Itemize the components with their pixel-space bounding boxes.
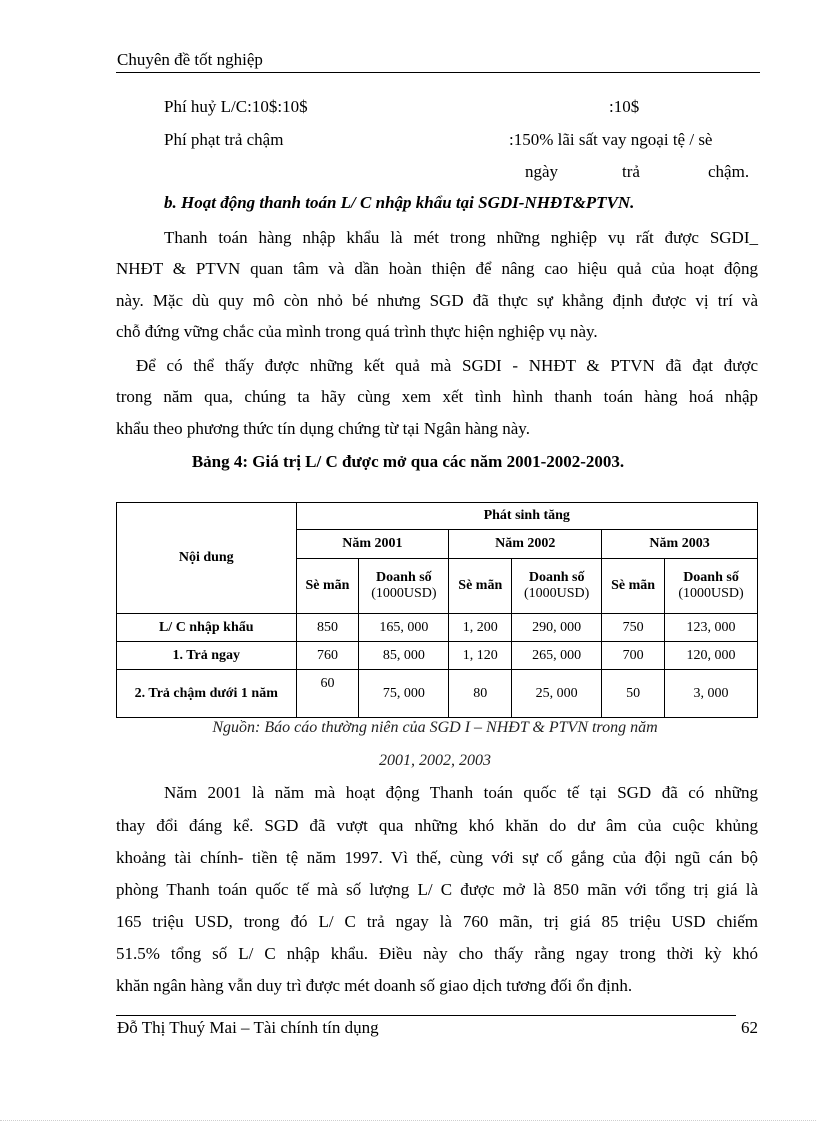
subheader-sales: [512, 559, 602, 614]
year-header-2003: Năm 2003: [602, 530, 758, 559]
fee-cancel-value: :10$: [609, 97, 640, 116]
page-number: 62: [741, 1018, 758, 1037]
page-bottom-border: [0, 1120, 816, 1121]
paragraph-line: thay đổi đáng kể. SGD đã vượt qua những khó khăn do dư âm của cuộc khủng: [116, 816, 758, 835]
group-header: Phát sinh tăng: [296, 503, 757, 530]
table-source-line-1: Nguồn: Báo cáo thường niên của SGD I – NHĐT & PTVN trong năm: [212, 719, 658, 736]
subheader-sales-unit: (1000USD): [678, 586, 744, 601]
table-cell: 120, 000: [665, 642, 758, 670]
row-label: 1. Trả ngay: [117, 642, 297, 670]
paragraph-line: này. Mặc dù quy mô còn nhỏ bé nhưng SGD đã thực sự khẳng định được vị trí và: [116, 291, 758, 310]
paragraph-line: NHĐT & PTVN quan tâm và dần hoàn thiện để nâng cao hiệu quả của hoạt động: [116, 259, 758, 278]
table-cell: 1, 200: [449, 614, 512, 642]
subheader-sales: [359, 559, 449, 614]
subheader-count: Sè mãn: [449, 559, 512, 614]
lc-value-table: [116, 502, 758, 718]
paragraph-line: chỗ đứng vững chắc của mình trong quá trình thực hiện nghiệp vụ này.: [116, 322, 598, 341]
subheader-count: Sè mãn: [602, 559, 665, 614]
table-cell: 750: [602, 614, 665, 642]
subheader-sales-unit: (1000USD): [371, 586, 437, 601]
table-cell: 75, 000: [359, 670, 449, 718]
fee-late-word-1: ngày: [525, 162, 559, 181]
table-cell: 1, 120: [449, 642, 512, 670]
row-label: L/ C nhập khẩu: [117, 614, 297, 642]
footer-divider: [116, 1015, 736, 1016]
header-divider: [116, 72, 760, 73]
paragraph-line: Thanh toán hàng nhập khẩu là mét trong những nghiệp vụ rất được SGDI_: [164, 228, 758, 247]
paragraph-line: khẩu theo phương thức tín dụng chứng từ tại Ngân hàng này.: [116, 419, 530, 438]
column-header-content: Nội dung: [117, 503, 297, 614]
subheader-count: Sè mãn: [296, 559, 359, 614]
paragraph-line: khăn ngân hàng vẫn duy trì được mét doanh số giao dịch tương đối ổn định.: [116, 976, 633, 995]
fee-late-word-2: trả: [622, 162, 640, 181]
fee-late-value: :150% lãi sất vay ngoại tệ / sè: [509, 130, 713, 149]
table-cell: 290, 000: [512, 614, 602, 642]
year-header-2002: Năm 2002: [449, 530, 602, 559]
paragraph-line: khoảng tài chính- tiền tệ năm 1997. Vì thế, cùng với sự cố gắng của đội ngũ cán bộ: [116, 848, 758, 867]
table-cell: 85, 000: [359, 642, 449, 670]
year-header-2001: Năm 2001: [296, 530, 449, 559]
fee-cancel-label: Phí huỷ L/C:10$:10$: [164, 97, 308, 116]
paragraph-line: trong năm qua, chúng ta hãy cùng xem xết tình hình thanh toán hàng hoá nhập: [116, 387, 758, 406]
subheader-sales-label: Doanh số: [376, 570, 432, 585]
table-row: [117, 614, 758, 642]
paragraph-line: 165 triệu USD, trong đó L/ C trả ngay là 760 mãn, trị giá 85 triệu USD chiếm: [116, 912, 758, 931]
running-header: Chuyên đề tốt nghiệp: [117, 50, 263, 69]
table-cell: 165, 000: [359, 614, 449, 642]
table-row: [117, 670, 758, 718]
table-cell: 3, 000: [665, 670, 758, 718]
table-cell: 760: [296, 642, 359, 670]
subheader-sales-label: Doanh số: [528, 570, 585, 585]
table-row: [117, 642, 758, 670]
fee-late-word-3: chậm.: [708, 162, 750, 181]
table-cell: 50: [602, 670, 665, 718]
paragraph-line: Để có thể thấy được những kết quả mà SGDI - NHĐT & PTVN đã đạt được: [136, 356, 758, 375]
table-caption: Bảng 4: Giá trị L/ C được mở qua các năm 2001-2002-2003.: [191, 452, 625, 471]
row-label: 2. Trả chậm dưới 1 năm: [117, 670, 297, 718]
section-heading: b. Hoạt động thanh toán L/ C nhập khẩu tại SGDI-NHĐT&PTVN.: [164, 193, 635, 212]
paragraph-line: 51.5% tổng số L/ C nhập khẩu. Điều này cho thấy rằng ngay trong thời kỳ khó: [116, 944, 758, 963]
table-cell: 60: [296, 670, 359, 718]
table-cell: 850: [296, 614, 359, 642]
table-cell: 265, 000: [512, 642, 602, 670]
paragraph-line: phòng Thanh toán quốc tế mà số lượng L/ C được mở là 850 mãn với tổng trị giá là: [116, 880, 758, 899]
subheader-sales-label: Doanh số: [683, 570, 739, 585]
footer-author: Đỗ Thị Thuý Mai – Tài chính tín dụng: [117, 1018, 379, 1037]
subheader-sales: [665, 559, 758, 614]
subheader-sales-unit: (1000USD): [524, 586, 590, 601]
table-cell: 123, 000: [665, 614, 758, 642]
fee-late-label: Phí phạt trả chậm: [164, 130, 284, 149]
table-cell: 700: [602, 642, 665, 670]
paragraph-line: Năm 2001 là năm mà hoạt động Thanh toán quốc tế tại SGD đã có những: [164, 783, 758, 802]
table-cell: 80: [449, 670, 512, 718]
table-source-line-2: 2001, 2002, 2003: [379, 752, 491, 769]
table-cell: 25, 000: [512, 670, 602, 718]
